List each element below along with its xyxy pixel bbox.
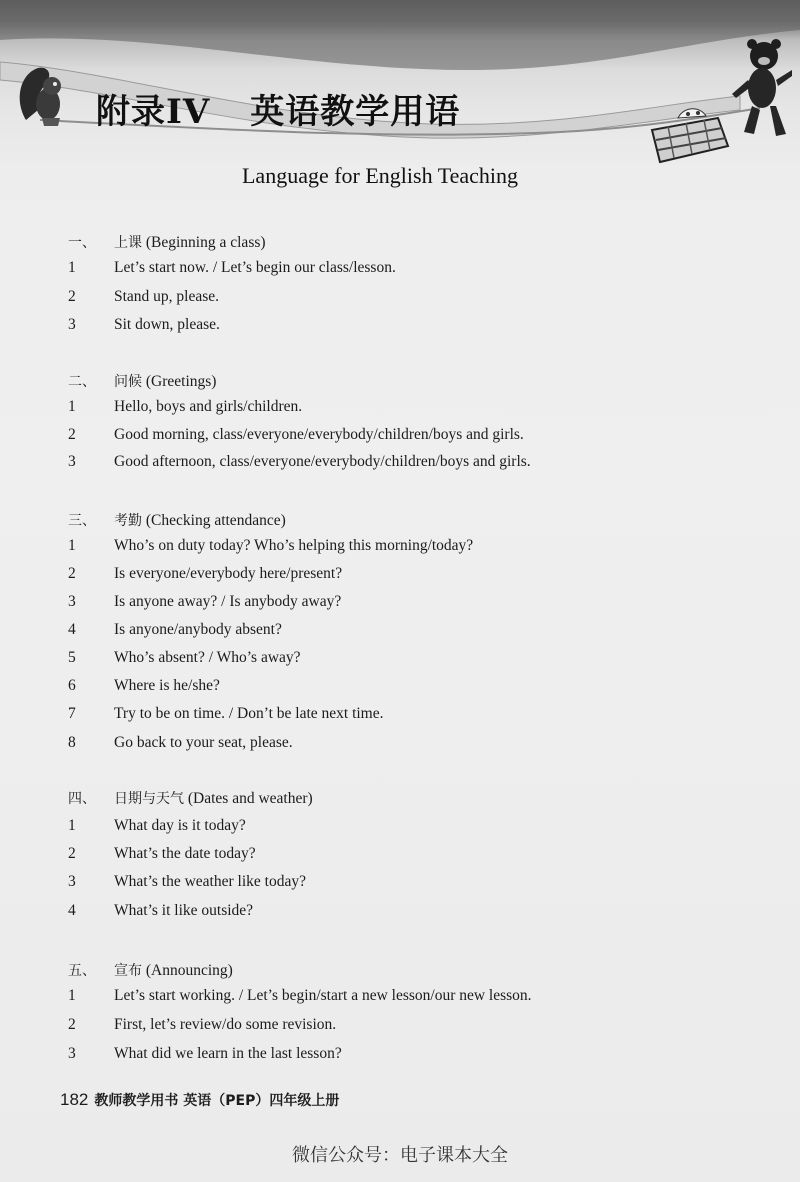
bear-mascot-icon (730, 36, 794, 146)
item-text: Stand up, please. (114, 288, 220, 305)
item-text: Good afternoon, class/everyone/everybody/children/boys and girls. (114, 453, 531, 470)
item-number: 1 (68, 537, 76, 554)
item-text: Is anyone/anybody absent? (114, 621, 282, 638)
item-text: What did we learn in the last lesson? (114, 1045, 342, 1062)
list-item (68, 1045, 342, 1063)
item-number: 5 (68, 649, 76, 666)
item-text: Sit down, please. (114, 316, 220, 333)
cake-basket-icon (648, 106, 732, 166)
item-number: 2 (68, 288, 76, 305)
list-item (68, 426, 524, 444)
list-item (68, 902, 253, 920)
item-number: 2 (68, 1016, 76, 1033)
book-title: 教师教学用书 英语（PEP）四年级上册 (94, 1093, 340, 1109)
item-number: 3 (68, 593, 76, 610)
list-item (68, 705, 384, 723)
section-number: 四、 (68, 791, 96, 807)
list-item (68, 873, 306, 891)
list-item (68, 259, 396, 277)
item-number: 3 (68, 453, 76, 470)
page-footer (60, 1090, 339, 1110)
page-number: 182 (60, 1090, 89, 1109)
item-text: Let’s start now. / Let’s begin our class/lesson. (114, 259, 396, 276)
section-title-en: (Greetings) (145, 373, 217, 390)
list-item (68, 817, 246, 835)
watermark-text: 微信公众号：电子课本大全 (292, 1145, 508, 1166)
section-title-en: (Checking attendance) (145, 512, 286, 529)
section-title-cn: 问候 (114, 374, 142, 390)
section-number: 二、 (68, 374, 96, 390)
item-text: What’s the weather like today? (114, 873, 306, 890)
chapter-title-text: 英语教学用语 (250, 92, 461, 132)
chapter-number: 附录IV (96, 92, 211, 132)
item-text: What’s it like outside? (114, 902, 254, 919)
item-text: Good morning, class/everyone/everybody/children/boys and girls. (114, 426, 524, 443)
list-item (68, 649, 301, 667)
item-number: 2 (68, 565, 76, 582)
item-text: Is anyone away? / Is anybody away? (114, 593, 342, 610)
list-item (68, 987, 532, 1005)
item-text: First, let’s review/do some revision. (114, 1016, 337, 1033)
item-number: 3 (68, 1045, 76, 1062)
list-item (68, 845, 256, 863)
item-text: Let’s start working. / Let’s begin/start a new lesson/our new lesson. (114, 987, 532, 1004)
list-item (68, 1016, 336, 1034)
item-text: Is everyone/everybody here/present? (114, 565, 343, 582)
section-title-cn: 宣布 (114, 963, 142, 979)
item-text: Hello, boys and girls/children. (114, 398, 303, 415)
section-title-cn: 日期与天气 (114, 791, 184, 807)
list-item (68, 537, 473, 555)
list-item (68, 565, 342, 583)
list-item (68, 593, 341, 611)
item-number: 3 (68, 316, 76, 333)
section-heading (68, 371, 216, 391)
item-number: 6 (68, 677, 76, 694)
list-item (68, 677, 220, 695)
list-item (68, 621, 282, 639)
section-heading (68, 960, 233, 980)
item-number: 4 (68, 902, 76, 919)
item-number: 8 (68, 734, 76, 751)
item-number: 2 (68, 845, 76, 862)
item-text: Where is he/she? (114, 677, 220, 694)
item-text: What’s the date today? (114, 845, 256, 862)
item-number: 2 (68, 426, 76, 443)
list-item (68, 398, 302, 416)
item-text: What day is it today? (114, 817, 246, 834)
section-heading (68, 510, 286, 530)
item-number: 1 (68, 259, 76, 276)
section-title-cn: 上课 (114, 235, 142, 251)
chapter-title (96, 84, 460, 133)
section-number: 一、 (68, 235, 96, 251)
item-number: 7 (68, 705, 76, 722)
list-item (68, 734, 293, 752)
section-heading (68, 788, 313, 808)
list-item (68, 288, 219, 306)
section-title-en: (Announcing) (145, 962, 233, 979)
section-title-cn: 考勤 (114, 513, 142, 529)
squirrel-mascot-icon (12, 60, 72, 130)
item-text: Who’s absent? / Who’s away? (114, 649, 301, 666)
section-heading (68, 232, 266, 252)
section-number: 五、 (68, 963, 96, 979)
item-number: 4 (68, 621, 76, 638)
item-number: 1 (68, 398, 76, 415)
item-number: 1 (68, 817, 76, 834)
item-number: 3 (68, 873, 76, 890)
page-subtitle: Language for English Teaching (241, 163, 519, 188)
item-text: Try to be on time. / Don’t be late next time. (114, 705, 384, 722)
section-title-en: (Beginning a class) (145, 234, 266, 251)
item-text: Go back to your seat, please. (114, 734, 293, 751)
item-text: Who’s on duty today? Who’s helping this morning/today? (114, 537, 474, 554)
list-item (68, 453, 531, 471)
section-title-en: (Dates and weather) (187, 790, 313, 807)
section-number: 三、 (68, 513, 96, 529)
list-item (68, 316, 220, 334)
item-number: 1 (68, 987, 76, 1004)
